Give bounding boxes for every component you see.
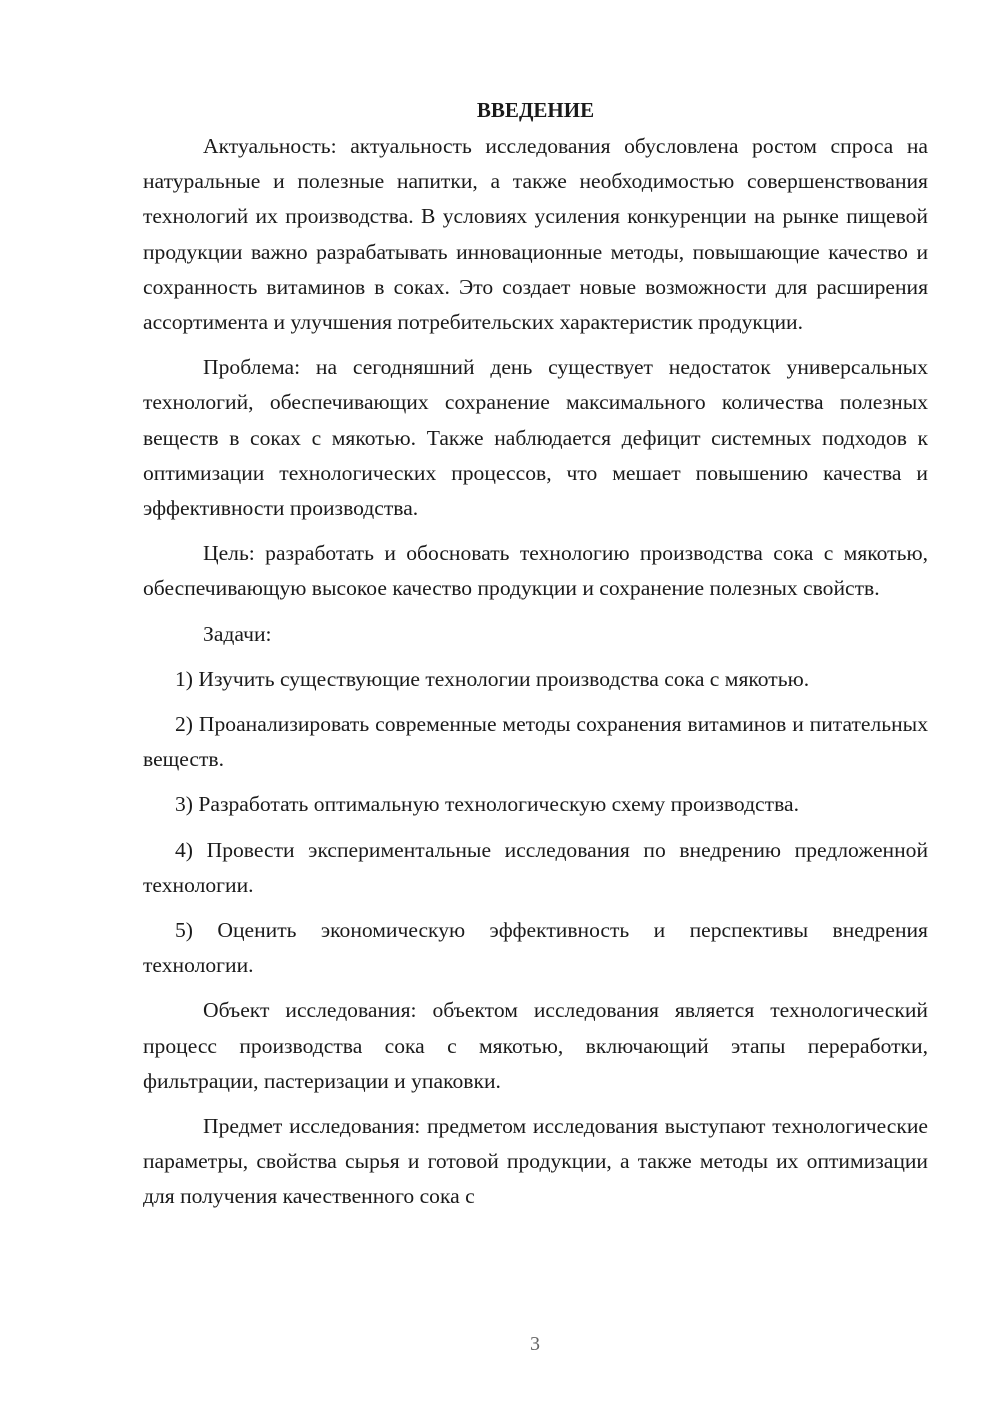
section-title: ВВЕДЕНИЕ: [476, 98, 595, 122]
task-item-5: 5) Оценить экономическую эффективность и перспективы внедрения технологии.: [143, 918, 928, 978]
task-item-3: 3) Разработать оптимальную технологическую схему производства.: [175, 792, 799, 817]
page-number: 3: [530, 1333, 540, 1355]
paragraph-problem: Проблема: на сегодняшний день существует недостаток универсальных технологий, обеспечивающих сохранение максимального количества полезных веществ в соках с мякотью. Также наблюдается дефицит системных подходов к оптимизации технологических процессов, что мешает повышению качества и эффективности производства.: [143, 355, 928, 521]
paragraph-relevance: Актуальность: актуальность исследования обусловлена ростом спроса на натуральные и полезные напитки, а также необходимостью совершенствования технологий их производства. В условиях усиления конкуренции на рынке пищевой продукции важно разрабатывать инновационные методы, повышающие качество и сохранность витаминов в соках. Это создает новые возможности для расширения ассортимента и улучшения потребительских характеристик продукции.: [143, 134, 928, 335]
paragraph-subject: Предмет исследования: предметом исследования выступают технологические параметры, свойства сырья и готовой продукции, а также методы их оптимизации для получения качественного сока с: [143, 1114, 928, 1209]
paragraph-tasks-heading: Задачи:: [203, 621, 272, 646]
task-item-4: 4) Провести экспериментальные исследования по внедрению предложенной технологии.: [143, 837, 928, 897]
task-item-1: 1) Изучить существующие технологии производства сока с мякотью.: [175, 666, 810, 691]
paragraph-goal: Цель: разработать и обосновать технологию производства сока с мякотью, обеспечивающую высокое качество продукции и сохранение полезных свойств.: [143, 541, 928, 601]
paragraph-object: Объект исследования: объектом исследования является технологический процесс производства сока с мякотью, включающий этапы переработки, фильтрации, пастеризации и упаковки.: [143, 998, 928, 1093]
task-item-2: 2) Проанализировать современные методы сохранения витаминов и питательных веществ.: [143, 712, 928, 772]
document-page: [143, 94, 928, 1225]
